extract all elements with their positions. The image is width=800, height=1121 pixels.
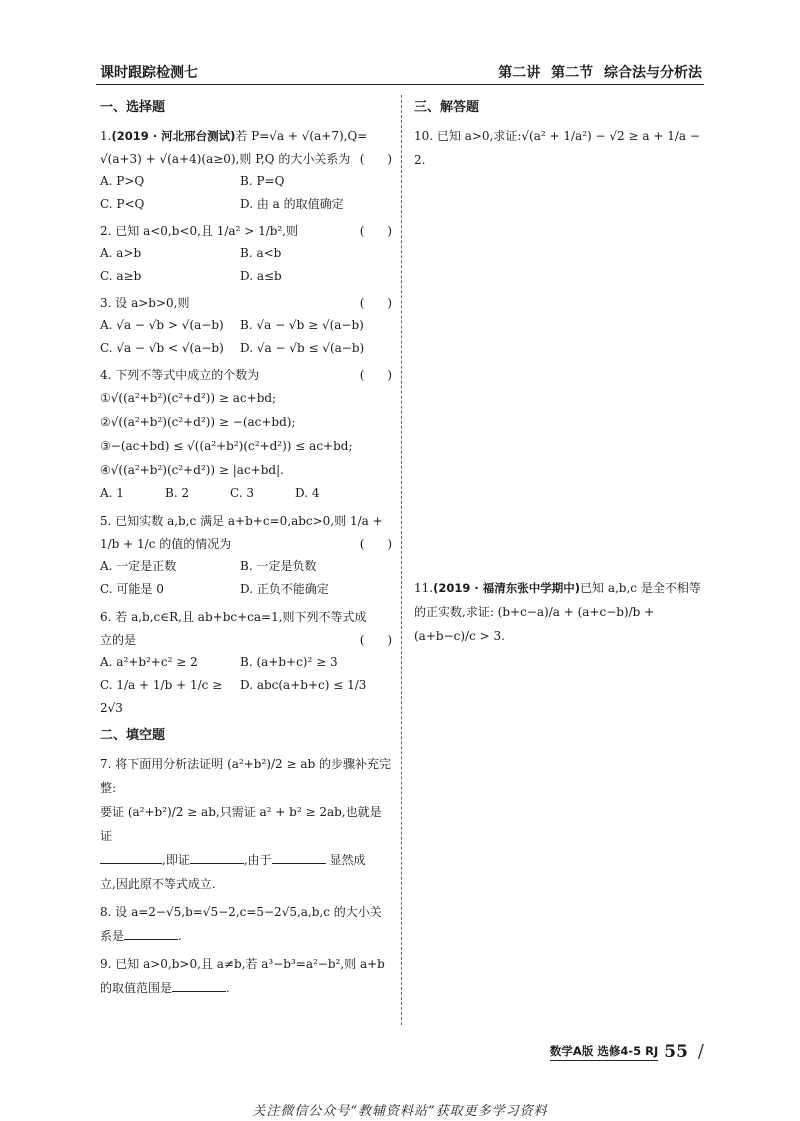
book-label: 数学A版 选修4-5 RJ bbox=[550, 1043, 658, 1061]
header-rule bbox=[96, 84, 704, 85]
question-5: 5. 已知实数 a,b,c 满足 a+b+c=0,abc>0,则 1/a + 1/b + 1/c 的值的情况为 ( ) A. 一定是正数 B. 一定是负数 C. 可能是 0 D. 正负不能确定 bbox=[100, 509, 392, 601]
question-2: 2. 已知 a<0,b<0,且 1/a² > 1/b²,则 ( ) A. a>b B. a<b C. a≥b D. a≤b bbox=[100, 220, 392, 288]
options: A. a²+b²+c² ≥ 2 B. (a+b+c)² ≥ 3 C. 1/a + 1/b + 1/c ≥ 2√3 D. abc(a+b+c) ≤ 1/3 bbox=[100, 655, 367, 715]
options: A. 一定是正数 B. 一定是负数 C. 可能是 0 D. 正负不能确定 bbox=[100, 559, 329, 596]
page-number: 55 bbox=[664, 1041, 688, 1062]
question-source-tag: (2019 · 河北邢台测试) bbox=[111, 129, 236, 143]
fill-blank[interactable] bbox=[172, 979, 226, 992]
answer-paren: ( ) bbox=[359, 224, 392, 238]
right-column bbox=[414, 94, 714, 652]
section-choice: 一、选择题 bbox=[100, 100, 166, 115]
question-9: 9. 已知 a>0,b>0,且 a≠b,若 a³−b³=a²−b²,则 a+b 的取值范围是 . bbox=[100, 957, 385, 995]
section-fill: 二、填空题 bbox=[100, 728, 166, 743]
options: A. P>Q B. P=Q C. P<Q D. 由 a 的取值确定 bbox=[100, 174, 344, 211]
slash-mark: / bbox=[697, 1041, 704, 1062]
question-3: 3. 设 a>b>0,则 ( ) A. √a − √b > √(a−b) B. √a − √b ≥ √(a−b) C. √a − √b < √(a−b) D. √a − √b ≤ √(a−b) bbox=[100, 292, 392, 360]
question-11: 11.(2019 · 福清东张中学期中)已知 a,b,c 是全不相等 的正实数,求证: (b+c−a)/a + (a+c−b)/b + (a+b−c)/c > 3. bbox=[414, 581, 701, 643]
fill-blank[interactable] bbox=[100, 851, 162, 864]
question-8: 8. 设 a=2−√5,b=√5−2,c=5−2√5,a,b,c 的大小关 系是 . bbox=[100, 905, 382, 943]
column-divider bbox=[401, 95, 402, 1025]
options: A. a>b B. a<b C. a≥b D. a≤b bbox=[100, 246, 282, 283]
page-footer bbox=[550, 1041, 704, 1062]
bottom-note: 关注微信公众号“教辅资料站”获取更多学习资料 bbox=[252, 1104, 548, 1119]
options: A. √a − √b > √(a−b) B. √a − √b ≥ √(a−b) C. √a − √b < √(a−b) D. √a − √b ≤ √(a−b) bbox=[100, 318, 365, 355]
answer-paren: ( ) bbox=[359, 152, 392, 166]
left-column bbox=[100, 94, 392, 1004]
fill-blank[interactable] bbox=[190, 851, 244, 864]
section-answer: 三、解答题 bbox=[414, 100, 480, 115]
answer-paren: ( ) bbox=[359, 537, 392, 551]
fill-blank[interactable] bbox=[124, 927, 178, 940]
question-4: 4. 下列不等式中成立的个数为 ( ) ①√((a²+b²)(c²+d²)) ≥ ac+bd; ②√((a²+b²)(c²+d²)) ≥ −(ac+bd); ③−(ac+bd) ≤ √((a²+b²)(c²+d²)) ≤ ac+bd; ④√((a²+b²)(c²+d²)) ≥ |ac+bd|. A. 1 B. 2 C. 3 D. 4 bbox=[100, 364, 392, 505]
header-title: 课时跟踪检测七 bbox=[100, 65, 198, 81]
question-1: 1.(2019 · 河北邢台测试)若 P=√a + √(a+7),Q= √(a+3) + √(a+4)(a≥0),则 P,Q 的大小关系为 ( ) A. P>Q B. P=Q C. P<Q D. 由 a 的取值确定 bbox=[100, 124, 392, 216]
options: A. 1 B. 2 C. 3 D. 4 bbox=[100, 486, 320, 500]
header-section: 第二讲 第二节 综合法与分析法 bbox=[498, 65, 702, 81]
question-source-tag: (2019 · 福清东张中学期中) bbox=[433, 581, 580, 595]
question-10: 10. 已知 a>0,求证:√(a² + 1/a²) − √2 ≥ a + 1/a − 2. bbox=[414, 129, 700, 167]
question-6: 6. 若 a,b,c∈R,且 ab+bc+ca=1,则下列不等式成 立的是 ( ) A. a²+b²+c² ≥ 2 B. (a+b+c)² ≥ 3 C. 1/a + 1/b + 1/c ≥ 2√3 D. abc(a+b+c) ≤ 1/3 bbox=[100, 605, 392, 720]
answer-paren: ( ) bbox=[359, 296, 392, 310]
answer-paren: ( ) bbox=[359, 368, 392, 382]
fill-blank[interactable] bbox=[272, 851, 326, 864]
answer-paren: ( ) bbox=[359, 633, 392, 647]
question-7: 7. 将下面用分析法证明 (a²+b²)/2 ≥ ab 的步骤补充完整: 要证 (a²+b²)/2 ≥ ab,只需证 a² + b² ≥ 2ab,也就是证 ,即证 ,由于 显然成 立,因此原不等式成立. bbox=[100, 757, 391, 891]
